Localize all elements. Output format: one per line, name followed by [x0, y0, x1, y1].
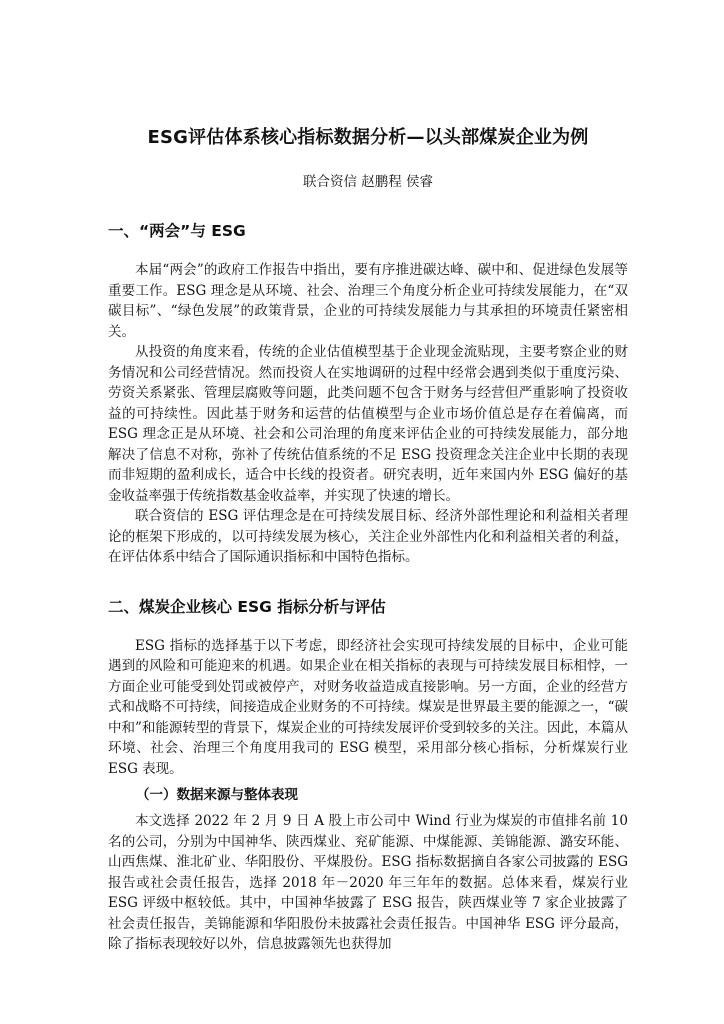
paragraph: 本届“两会”的政府工作报告中指出，要有序推进碳达峰、碳中和、促进绿色发展等重要工作。ESG 理念是从环境、社会、治理三个角度分析企业可持续发展能力，在“双碳目标”、“绿色发展”的政策背景，企业的可持续发展能力与其承担的环境责任紧密相关。 [108, 262, 628, 340]
document-title: ESG评估体系核心指标数据分析—以头部煤炭企业为例 [147, 127, 589, 148]
paragraph: 从投资的角度来看，传统的企业估值模型基于企业现金流贴现，主要考察企业的财务情况和公司经营情况。然而投资人在实地调研的过程中经常会遇到类似于重度污染、劳资关系紧张、管理层腐败等问题，此类问题不包含于财务与经营但严重影响了投资收益的可持续性。因此基于财务和运营的估值模型与企业市场价值总是存在着偏离，而 ESG 理念正是从环境、社会和公司治理的角度来评估企业的可持续发展能力，部分地解决了信息不对称，弥补了传统估值系统的不足 ESG 投资理念关注企业中长期的表现而非短期的盈利成长，适合中长线的投资者。研究表明，近年来国内外 ESG 偏好的基金收益率强于传统指数基金收益率，并实现了快速的增长。 [108, 344, 628, 504]
section-1-body [108, 260, 628, 568]
paragraph: 本文选择 2022 年 2 月 9 日 A 股上市公司中 Wind 行业为煤炭的市值排名前 10 名的公司，分别为中国神华、陕西煤业、兖矿能源、中煤能源、美锦能源、潞安环能、山西焦煤、淮北矿业、华阳股份、平煤股份。ESG 指标数据摘自各家公司披露的 ESG 报告或社会责任报告，选择 2018 年－2020 年三年年的数据。总体来看，煤炭行业 ESG 评级中枢较低。其中，中国神华披露了 ESG 报告，陕西煤业等 7 家企业披露了社会责任报告，美锦能源和华阳股份未披露社会责任报告。中国神华 ESG 评分最高，除了指标表现较好以外，信息披露领先也获得加 [108, 813, 628, 952]
section-2-heading: 二、煤炭企业核心 ESG 指标分析与评估 [108, 597, 386, 616]
document-page [108, 118, 628, 955]
author-line: 联合资信 赵鹏程 侯睿 [302, 174, 434, 190]
paragraph: 联合资信的 ESG 评估理念是在可持续发展目标、经济外部性理论和利益相关者理论的框架下形成的，以可持续发展为核心，关注企业外部性内化和利益相关者的利益，在评估体系中结合了国际通识指标和中国特色指标。 [108, 508, 628, 565]
subsection-heading: （一）数据来源与整体表现 [136, 787, 298, 803]
section-1-heading: 一、“两会”与 ESG [108, 222, 246, 240]
section-2-body [108, 636, 628, 955]
paragraph: ESG 指标的选择基于以下考虑，即经济社会实现可持续发展的目标中，企业可能遇到的风险和可能迎来的机遇。如果企业在相关指标的表现与可持续发展目标相悖，一方面企业可能受到处罚或被停产，对财务收益造成直接影响。另一方面，企业的经营方式和战略不可持续，间接造成企业财务的不可持续。煤炭是世界最主要的能源之一，“碳中和”和能源转型的背景下，煤炭企业的可持续发展评价受到较多的关注。因此，本篇从环境、社会、治理三个角度用我司的 ESG 模型，采用部分核心指标，分析煤炭行业 ESG 表现。 [108, 637, 628, 777]
section-2 [108, 596, 628, 955]
section-1 [108, 220, 628, 568]
